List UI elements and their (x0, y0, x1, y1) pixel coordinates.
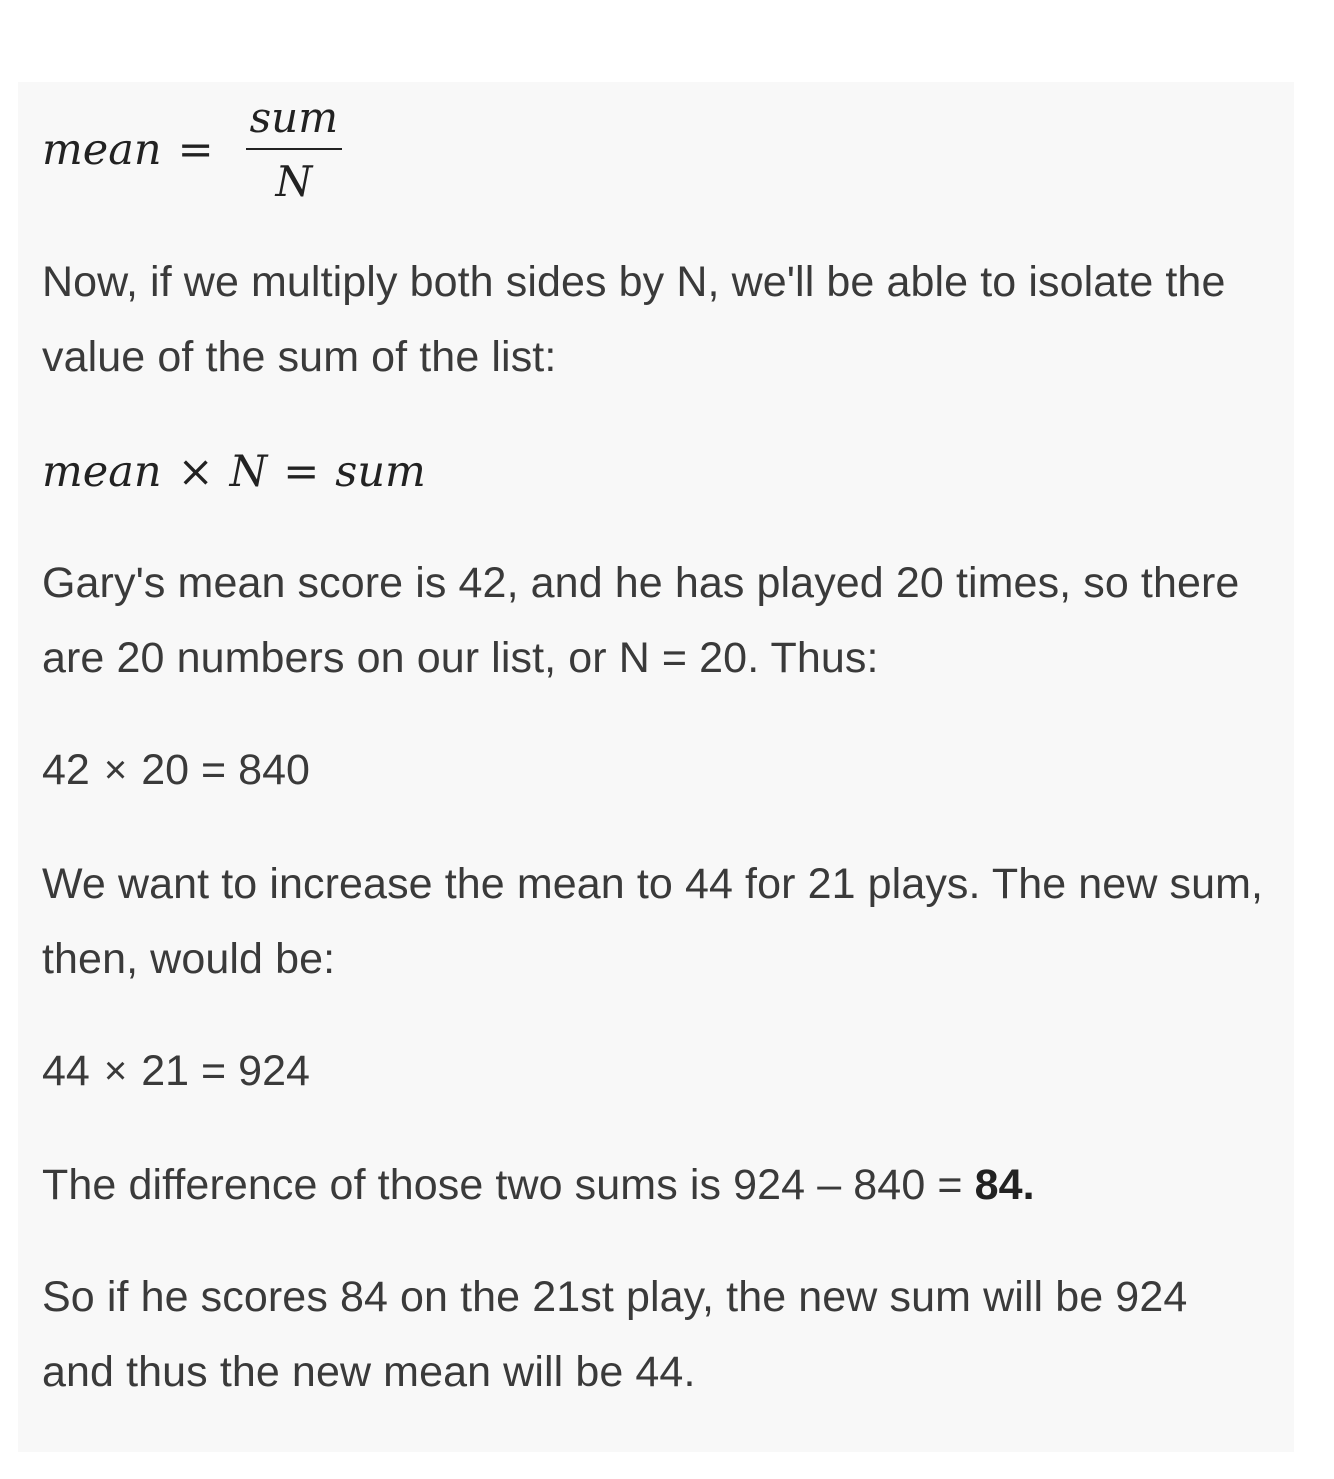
calc2-operand-a: 44 (42, 1047, 90, 1095)
calc2-equals: = (201, 1047, 227, 1095)
formula-fraction (246, 93, 342, 206)
formula2-times: × (177, 447, 214, 497)
paragraph-difference (42, 1148, 1282, 1223)
formula2-n: N (229, 447, 268, 497)
calc1-operand-a: 42 (42, 746, 90, 794)
calc2-operand-b: 21 (141, 1047, 190, 1095)
calc1-times: × (103, 748, 128, 792)
formula2-sum: sum (335, 447, 426, 497)
calc-new-sum (42, 1046, 310, 1096)
fraction-denominator: N (275, 157, 313, 206)
paragraph-multiply-both-sides: Now, if we multiply both sides by N, we'll be able to isolate the value of the sum of the list: (42, 258, 1226, 381)
paragraph-increase-mean: We want to increase the mean to 44 for 21 plays. The new sum, then, would be: (42, 860, 1264, 983)
calc-current-sum (42, 745, 310, 795)
calc1-result: 840 (238, 746, 310, 794)
formula2-equals: = (283, 447, 320, 497)
fraction-numerator: sum (246, 96, 342, 150)
answer-value: 84. (974, 1161, 1035, 1209)
calc1-equals: = (201, 746, 227, 794)
formula2-mean: mean (42, 447, 162, 497)
formula-equals-sign: = (177, 125, 214, 175)
calc2-result: 924 (238, 1047, 310, 1095)
paragraph-gary-mean-score: Gary's mean score is 42, and he has played 20 times, so there are 20 numbers on our list, or N = 20. Thus: (42, 559, 1240, 682)
calc2-times: × (103, 1049, 128, 1093)
paragraph-conclusion: So if he scores 84 on the 21st play, the new sum will be 924 and thus the new mean will be 44. (42, 1273, 1188, 1396)
formula-mean-term: mean (42, 125, 162, 175)
difference-text: The difference of those two sums is 924 – 840 = (42, 1161, 975, 1209)
calc1-operand-b: 20 (141, 746, 190, 794)
formula-mean-times-n (42, 444, 426, 500)
formula-mean-definition (42, 93, 342, 206)
